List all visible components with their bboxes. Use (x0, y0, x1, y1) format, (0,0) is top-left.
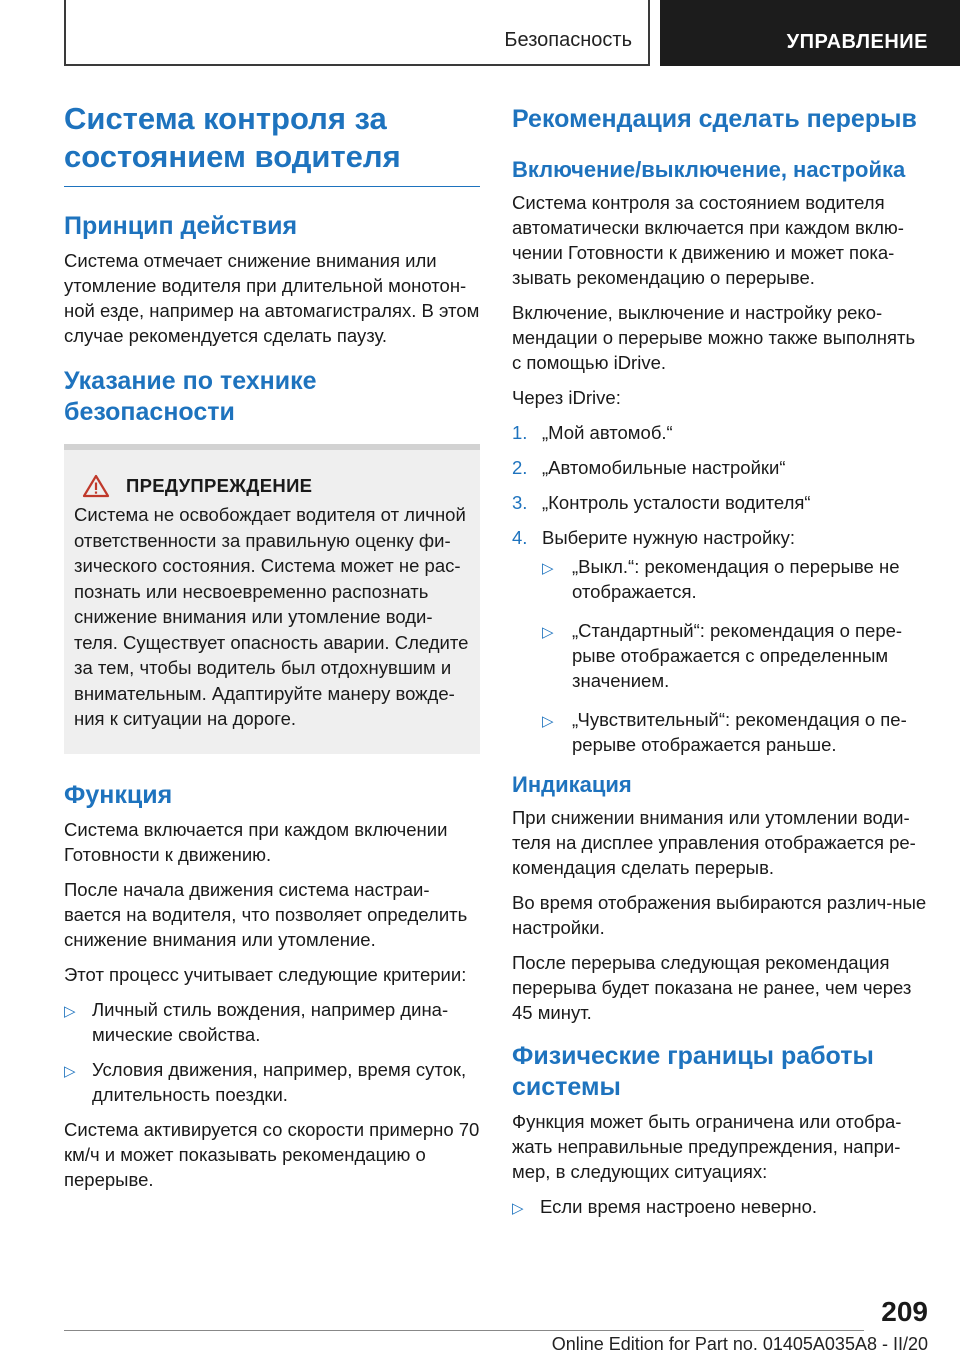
list-item: 4. Выберите нужную настройку: ▷ „Выкл.“: рекомендация о перерыве не отображается. ▷ „Стандартный“: рекомендация о пере-рыве отображается с определенным значением. ▷ „Чувствительный“: рекомендация о пе-рерыве отображается раньше. (512, 525, 928, 757)
page-number: 209 (881, 1296, 928, 1327)
list-item: 3. „Контроль усталости водителя“ (512, 492, 811, 513)
triangle-right-icon: ▷ (64, 1062, 76, 1080)
onoff-text-2: Включение, выключение и настройку реко-мендации о перерыве можно также выполнять с помощью iDrive. (512, 302, 916, 373)
options-list (542, 554, 928, 757)
triangle-right-icon: ▷ (64, 1002, 76, 1020)
list-item: ▷ „Выкл.“: рекомендация о перерыве не отображается. (542, 556, 900, 602)
list-item: ▷ Если время настроено неверно. (512, 1194, 928, 1219)
edition-info: Online Edition for Part no. 01405A035A8 - II/20 (551, 1334, 928, 1354)
list-item: 2. „Автомобильные настройки“ (512, 457, 786, 478)
section-label: Безопасность (504, 29, 632, 51)
right-column (512, 100, 928, 1229)
footer-divider (64, 1330, 864, 1331)
section-title: Система контроля за состоянием водителя (64, 100, 480, 187)
left-column (64, 100, 480, 1202)
triangle-right-icon: ▷ (542, 624, 554, 641)
warning-text: Система не освобождает водителя от личной ответственности за правильную оценку фи-зического состояния. Система может не рас-познать или несвоевременно распознать снижение внимания или утомление води-теля. Существует опасность аварии. Следите за тем, чтобы водитель был отдохнувшим и внимательным. Адаптируйте манеру вожде-ния к ситуации на дороге. (74, 504, 469, 729)
display-heading: Индикация (512, 772, 632, 797)
warning-triangle-icon (82, 474, 110, 498)
page-header (0, 0, 960, 66)
list-item: 1. „Мой автомоб.“ (512, 422, 673, 443)
triangle-right-icon: ▷ (512, 1200, 524, 1217)
list-item: ▷ Условия движения, например, время суток, длительность поездки. (64, 1058, 467, 1105)
triangle-right-icon: ▷ (542, 713, 554, 730)
limits-list (512, 1194, 928, 1219)
list-item: ▷ Личный стиль вождения, например дина-мические свойства. (64, 998, 449, 1045)
onoff-heading: Включение/выключение, настройка (512, 157, 906, 182)
function-text-3: Этот процесс учитывает следующие критерии: (64, 963, 467, 985)
display-text-1: При снижении внимания или утомлении води-теля на дисплее управления отображается ре-комендация сделать перерыв. (512, 807, 916, 878)
onoff-text-1: Система контроля за состоянием водителя автоматически включается при каждом вклю-чении Готовности к движению и может пока-зывать рекомендацию о перерыве. (512, 192, 904, 288)
steps-list (512, 420, 928, 757)
function-text-2: После начала движения система настраи-вается на водителя, что позволяет определить снижение внимания или утомление. (64, 878, 468, 950)
criteria-list (64, 997, 480, 1107)
list-item: ▷ „Чувствительный“: рекомендация о пе-рерыве отображается раньше. (542, 709, 907, 755)
warning-box (64, 450, 480, 754)
display-text-3: После перерыва следующая рекомендация перерыва будет показана не ранее, чем через 45 минут. (512, 952, 912, 1023)
safety-heading: Указание по технике безопасности (64, 367, 317, 426)
triangle-right-icon: ▷ (542, 560, 554, 577)
limits-text: Функция может быть ограничена или отобра-жать неправильные предупреждения, напри-мер, в следующих ситуациях: (512, 1111, 902, 1182)
chapter-label: УПРАВЛЕНИЕ (786, 31, 928, 53)
principle-text: Система отмечает снижение внимания или утомление водителя при длительной монотон-ной езде, например на автомагистралях. В этом случае рекомендуется сделать паузу. (64, 250, 480, 346)
chapter-tab (660, 0, 960, 66)
principle-heading: Принцип действия (64, 212, 298, 240)
function-heading: Функция (64, 780, 173, 809)
display-text-2: Во время отображения выбираются различ-ные настройки. (512, 892, 927, 938)
warning-header (74, 474, 470, 498)
function-text-4: Система активируется со скорости примерно 70 км/ч и может показывать рекомендацию о перерыве. (64, 1118, 480, 1190)
list-item: ▷ „Стандартный“: рекомендация о пере-рыве отображается с определенным значением. (542, 620, 903, 691)
warning-title: ПРЕДУПРЕЖДЕНИЕ (126, 475, 313, 496)
break-title: Рекомендация сделать перерыв (512, 105, 917, 133)
onoff-text-3: Через iDrive: (512, 387, 621, 408)
limits-heading: Физические границы работы системы (512, 1042, 874, 1101)
section-tab (64, 0, 650, 66)
function-text-1: Система включается при каждом включении Готовности к движению. (64, 818, 448, 865)
